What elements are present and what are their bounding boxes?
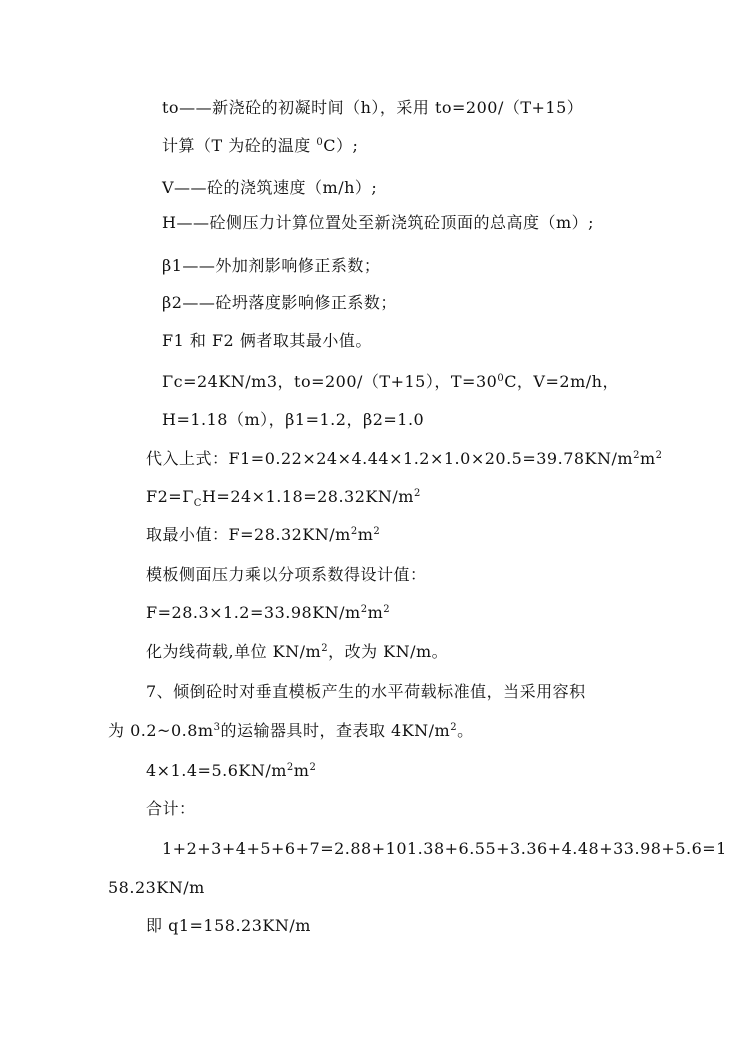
line-total-sum-continued: 58.23KN/m	[108, 878, 205, 897]
line-item-7: 7、倾倒砼时对垂直模板产生的水平荷载标准值，当采用容积	[146, 682, 586, 701]
line-min-rule: F1 和 F2 俩者取其最小值。	[162, 331, 372, 350]
line-total-sum: 1+2+3+4+5+6+7=2.88+101.38+6.55+3.36+4.48+33.98+5.6=1	[162, 839, 727, 858]
line-parameters: Γc=24KN/m3，to=200/（T+15），$T=30^0C$，V=2m/h，	[162, 372, 619, 391]
line-design-value-heading: 模板侧面压力乘以分项系数得设计值：	[146, 565, 427, 584]
line-t0-definition: to——新浇砼的初凝时间（h），采用 to=200/（T+15）	[162, 98, 584, 117]
line-v-definition: V——砼的浇筑速度（m/h）;	[162, 178, 378, 197]
line-f1-formula: 代入上式：$F1=0.22\times 24\times 4.44\times 1.2\times 1.0\times 20.5=39.78KN/m^2m^2$	[146, 449, 663, 468]
line-t0-calc-temperature: 计算（T 为砼的温度 $^0$C）;	[162, 136, 359, 155]
line-f2-formula: $F2=\Gamma_CH=24\times 1.18=28.32KN/m^2$	[146, 487, 421, 509]
line-item-7-continued: 为 $0.2\sim 0.8m^3$的运输器具时，查表取 $4KN/m^2$。	[108, 721, 474, 740]
line-min-value: 取最小值：$F=28.32KN/m^2m^2$	[146, 525, 381, 544]
line-linear-load: 化为线荷载,单位 $KN/m^2$，改为 KN/m。	[146, 642, 449, 661]
line-beta1-definition: β1——外加剂影响修正系数；	[162, 256, 381, 275]
line-q1-result: 即 q1=158.23KN/m	[146, 916, 311, 935]
line-beta2-definition: β2——砼坍落度影响修正系数；	[162, 293, 397, 312]
line-h-definition: H——砼侧压力计算位置处至新浇筑砼顶面的总高度（m）;	[162, 213, 595, 232]
line-total-heading: 合计：	[146, 799, 196, 818]
line-design-value: $F=28.3\times 1.2=33.98KN/m^2m^2$	[146, 603, 391, 622]
line-parameters-continued: H=1.18（m），β1=1.2，β2=1.0	[162, 410, 425, 429]
line-item-7-result: $4\times 1.4=5.6KN/m^2m^2$	[146, 761, 317, 780]
